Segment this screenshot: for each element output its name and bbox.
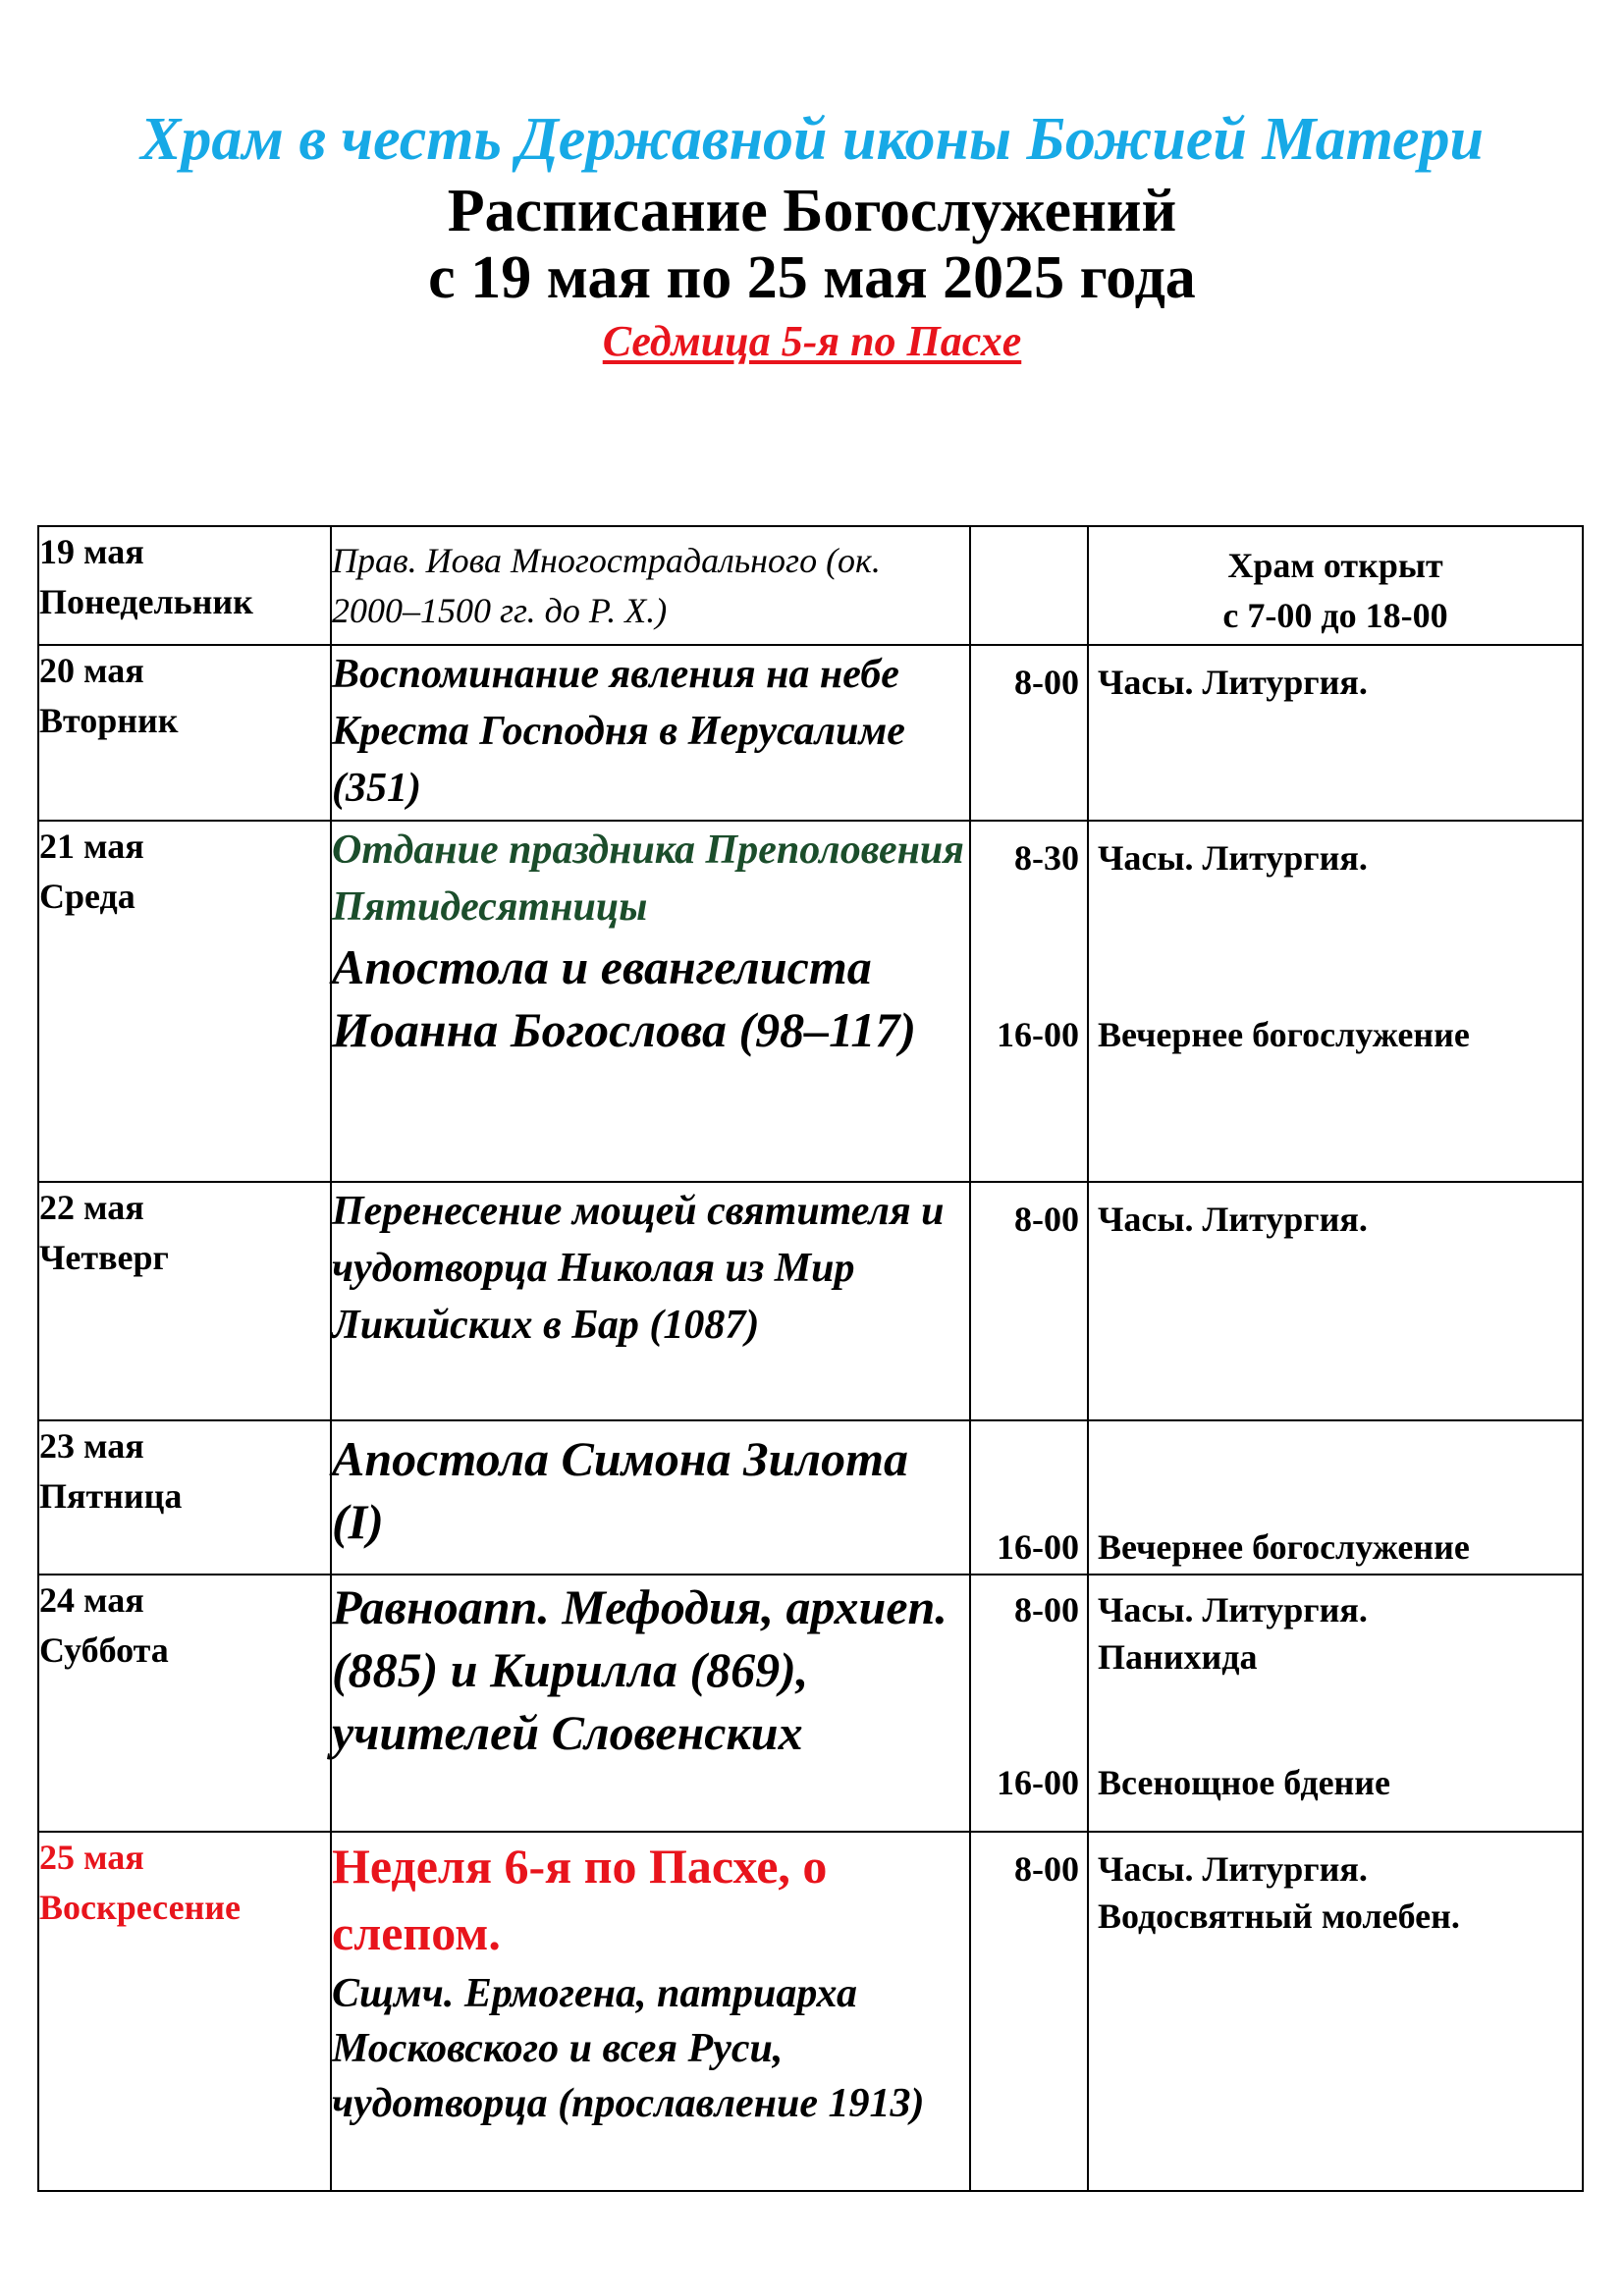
day-weekday: Среда <box>39 877 135 916</box>
table-row <box>38 645 1583 821</box>
service-name: Вечернее богослужение <box>1098 1015 1470 1054</box>
service-time: 8-00 <box>1014 663 1079 702</box>
day-date: 21 мая <box>39 827 144 866</box>
service-cell <box>1088 1420 1583 1575</box>
service-name: Всенощное бдение <box>1098 1763 1391 1802</box>
service-name: Часы. Литургия. <box>1098 838 1368 878</box>
time-cell <box>970 1182 1088 1420</box>
service-time: 8-00 <box>1014 1590 1079 1629</box>
service-name: Часы. Литургия. <box>1098 1200 1368 1239</box>
temple-name: Храм в честь Державной иконы Божией Матери <box>140 106 1484 173</box>
service-cell <box>1088 1832 1583 2191</box>
saint-cell <box>331 821 970 1182</box>
saint-text: Апостола и евангелиста Иоанна Богослова (98–117) <box>332 939 917 1057</box>
day-date: 23 мая <box>39 1426 144 1466</box>
day-weekday: Вторник <box>39 701 179 740</box>
time-cell <box>970 526 1088 645</box>
service-cell <box>1088 821 1583 1182</box>
feast-text: Отдание праздника Преполовения Пятидесятницы <box>332 828 964 930</box>
schedule-dates: с 19 мая по 25 мая 2025 года <box>428 244 1196 311</box>
service-cell <box>1088 526 1583 645</box>
day-weekday: Понедельник <box>39 582 253 621</box>
service-cell <box>1088 1575 1583 1832</box>
saint-text: Воспоминание явления на небе Креста Господня в Иерусалиме (351) <box>332 652 905 811</box>
service-name: Часы. Литургия. <box>1098 1590 1368 1629</box>
table-row <box>38 821 1583 1182</box>
temple-open-label: Храм открыт <box>1227 546 1443 585</box>
service-cell <box>1088 1182 1583 1420</box>
service-name: Вечернее богослужение <box>1098 1527 1470 1567</box>
service-time: 8-30 <box>1014 838 1079 878</box>
time-cell <box>970 1420 1088 1575</box>
table-row <box>38 1182 1583 1420</box>
day-cell <box>38 645 331 821</box>
day-date: 20 мая <box>39 651 144 690</box>
saint-cell <box>331 1575 970 1832</box>
saint-cell <box>331 526 970 645</box>
service-time: 16-00 <box>997 1527 1079 1567</box>
day-cell <box>38 1575 331 1832</box>
saint-cell <box>331 645 970 821</box>
day-weekday: Четверг <box>39 1238 169 1277</box>
day-date: 22 мая <box>39 1188 144 1227</box>
time-cell <box>970 821 1088 1182</box>
table-row <box>38 1420 1583 1575</box>
week-label: Седмица 5-я по Пасхе <box>602 317 1022 365</box>
table-row <box>38 1832 1583 2191</box>
feast-text: Неделя 6-я по Пасхе, о слепом. <box>332 1839 828 1960</box>
saint-cell <box>331 1832 970 2191</box>
day-date: 19 мая <box>39 532 144 571</box>
time-cell <box>970 645 1088 821</box>
day-weekday: Пятница <box>39 1476 183 1516</box>
table-row <box>38 526 1583 645</box>
service-time: 8-00 <box>1014 1200 1079 1239</box>
day-cell <box>38 1182 331 1420</box>
time-cell <box>970 1832 1088 2191</box>
saint-cell <box>331 1420 970 1575</box>
time-cell <box>970 1575 1088 1832</box>
day-cell <box>38 526 331 645</box>
schedule-title: Расписание Богослужений <box>447 178 1177 244</box>
saint-text: Перенесение мощей святителя и чудотворца Николая из Мир Ликийских в Бар (1087) <box>332 1189 945 1348</box>
saint-text: Сщмч. Ермогена, патриарха Московского и всея Руси, чудотворца (прославление 1913) <box>332 1971 925 2126</box>
service-time: 16-00 <box>997 1015 1079 1054</box>
service-name: Часы. Литургия. <box>1098 1849 1368 1889</box>
temple-open-hours: с 7-00 до 18-00 <box>1222 596 1448 635</box>
day-weekday: Суббота <box>39 1630 169 1670</box>
service-time: 16-00 <box>997 1763 1079 1802</box>
day-cell <box>38 1832 331 2191</box>
saint-text: Апостола Симона Зилота (I) <box>332 1431 908 1549</box>
service-cell <box>1088 645 1583 821</box>
day-date: 24 мая <box>39 1580 144 1620</box>
service-name: Панихида <box>1098 1637 1258 1677</box>
saint-cell <box>331 1182 970 1420</box>
table-row <box>38 1575 1583 1832</box>
schedule-table <box>37 525 1584 2192</box>
day-weekday: Воскресение <box>39 1888 242 1927</box>
page-header <box>0 106 1624 366</box>
day-date: 25 мая <box>39 1838 144 1877</box>
day-cell <box>38 1420 331 1575</box>
day-cell <box>38 821 331 1182</box>
saint-text: Прав. Иова Многострадального (ок. 2000–1500 гг. до Р. Х.) <box>332 541 881 630</box>
saint-text: Равноапп. Мефодия, архиеп. (885) и Кирилла (869), учителей Словенских <box>332 1579 947 1760</box>
service-name: Часы. Литургия. <box>1098 663 1368 702</box>
service-time: 8-00 <box>1014 1849 1079 1889</box>
service-name: Водосвятный молебен. <box>1098 1896 1460 1936</box>
